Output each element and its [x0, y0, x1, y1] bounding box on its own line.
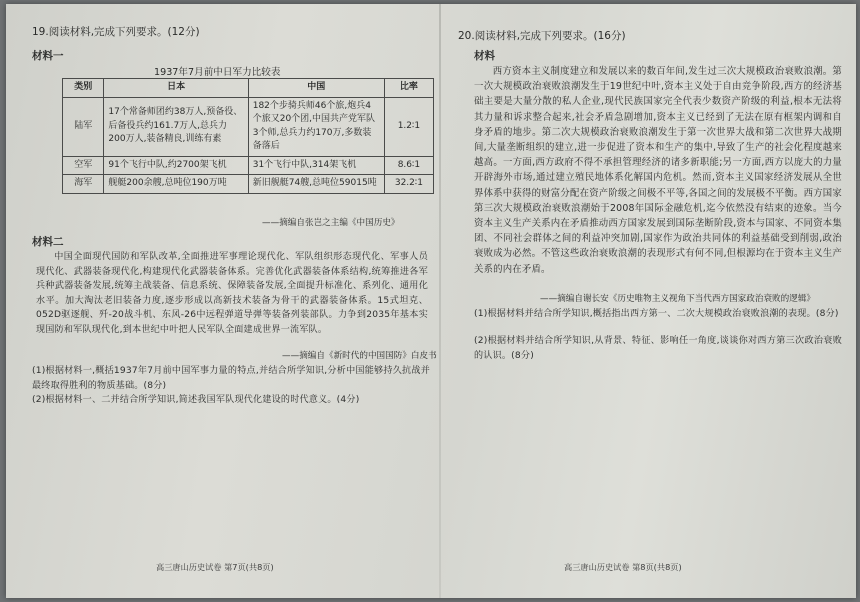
table-cell-china: 182个步骑兵师46个旅,炮兵4个旅又20个团,中国共产党军队3个师,总兵力约170万,多数装备落后	[248, 97, 384, 156]
exam-sheet	[6, 4, 856, 598]
page-footer: 高三唐山历史试卷 第7页(共8页)	[156, 562, 274, 572]
table-cell-japan: 舰艇200余艘,总吨位190万吨	[104, 175, 248, 194]
table-header: 比率	[384, 79, 433, 98]
table-cell-category: 空军	[63, 156, 104, 175]
material-source: ——摘编自谢长安《历史唯物主义视角下当代西方国家政治衰败的逻辑》	[540, 294, 816, 304]
requirement-2: (2)根据材料一、二并结合所学知识,简述我国军队现代化建设的时代意义。(4分)	[32, 395, 360, 405]
requirement-1: (1)根据材料一,概括1937年7月前中国军事力量的特点,并结合所学知识,分析中国能够持久抗战并最终取得胜利的物质基础。(8分)	[32, 366, 430, 391]
table-cell-ratio: 32.2∶1	[384, 175, 433, 194]
table-row	[63, 175, 434, 194]
material-2-text: 中国全面现代国防和军队改革,全面推进军事理论现代化、军队组织形态现代化、军事人员现代化、武器装备现代化,构建现代化武器装备体系。完善优化武器装备体系结构,统筹推进各军兵种武器装备发展,统筹主战装备、信息系统、保障装备发展,全面提升标准化、系列化、通用化水平。加大淘汰老旧装备力度,逐步形成以高新技术装备为骨干的武器装备体系。15式坦克、052D驱逐舰、歼-20战斗机、东风-26中远程弹道导弹等装备列装部队。力争到2035年基本实现国防和军队现代化,到本世纪中叶把人民军队全面建成世界一流军队。	[36, 252, 428, 335]
table-cell-category: 海军	[63, 175, 104, 194]
material-1-source: ——摘编自张岂之主编《中国历史》	[262, 218, 400, 228]
table-header: 中国	[248, 79, 384, 98]
table-cell-ratio: 8.6∶1	[384, 156, 433, 175]
table-cell-japan: 17个常备师团约38万人,预备役、后备役兵约161.7万人,总兵力200万人,装备精良,训练有素	[104, 97, 248, 156]
table-header: 日本	[104, 79, 248, 98]
table-row	[63, 97, 434, 156]
table-cell-ratio: 1.2∶1	[384, 97, 433, 156]
table-cell-china: 新旧舰艇74艘,总吨位59015吨	[248, 175, 384, 194]
question-20-title: 20.阅读材料,完成下列要求。(16分)	[458, 30, 626, 42]
table-header: 类别	[63, 79, 104, 98]
table-cell-japan: 91个飞行中队,约2700架飞机	[104, 156, 248, 175]
material-1-label: 材料一	[32, 50, 64, 62]
requirement-1: (1)根据材料并结合所学知识,概括指出西方第一、二次大规模政治衰败浪潮的表现。(8分)	[474, 309, 839, 319]
table-cell-category: 陆军	[63, 97, 104, 156]
material-2-source: ——摘编自《新时代的中国国防》白皮书	[282, 351, 437, 361]
page-footer: 高三唐山历史试卷 第8页(共8页)	[564, 562, 682, 572]
requirement-2: (2)根据材料并结合所学知识,从背景、特征、影响任一角度,谈谈你对西方第三次政治衰败的认识。(8分)	[474, 336, 842, 361]
question-19-title: 19.阅读材料,完成下列要求。(12分)	[32, 26, 200, 38]
material-2-label: 材料二	[32, 236, 64, 248]
table-caption: 1937年7月前中日军力比较表	[154, 67, 281, 78]
military-comparison-table	[62, 78, 434, 194]
material-text: 西方资本主义制度建立和发展以来的数百年间,发生过三次大规模政治衰败浪潮。第一次大规模政治衰败浪潮发生于19世纪中叶,资本主义处于自由竞争阶段,西方的经济基础主要是大量分散的私人企业,现代民族国家完全代表少数资产阶级的利益,根本无法将其力量和诉求整合起来,社会矛盾急剧增加,资本主义已经到了无法在原有框架内调和自身矛盾的地步。第二次大规模政治衰败浪潮发生于第一次世界大战和第二次世界大战期间,大量垄断组织的建立,进一步促进了资本和生产的集中,导致了生产的社会化程度越来越高。一方面,西方政府不得不承担管理经济的诸多新职能;另一方面,西方以庞大的力量开辟海外市场,通过建立殖民地体系化解国内危机。然而,资本主义国家经济发展从全世界体系中获得的财富分配在资产阶级之间极不平等,各国之间的发展极不平衡。西方国家第三次大规模政治衰败浪潮始于2008年国际金融危机,迄今依然没有结束的迹象。当今资本主义生产关系内在矛盾推动西方国家发展到国际垄断阶段,资本与国家、不同资本集团、不同社会群体之间的利益冲突加剧,国家作为政治共同体的利益基础受到削弱,政治衰败成为必然。不管这些政治衰败浪潮的表现形式有何不同,但根源均在于资本主义生产关系的内在矛盾。	[474, 66, 842, 275]
table-header-row	[63, 79, 434, 98]
table-cell-china: 31个飞行中队,314架飞机	[248, 156, 384, 175]
page-fold	[439, 4, 441, 598]
table-row	[63, 156, 434, 175]
material-label: 材料	[474, 50, 495, 62]
